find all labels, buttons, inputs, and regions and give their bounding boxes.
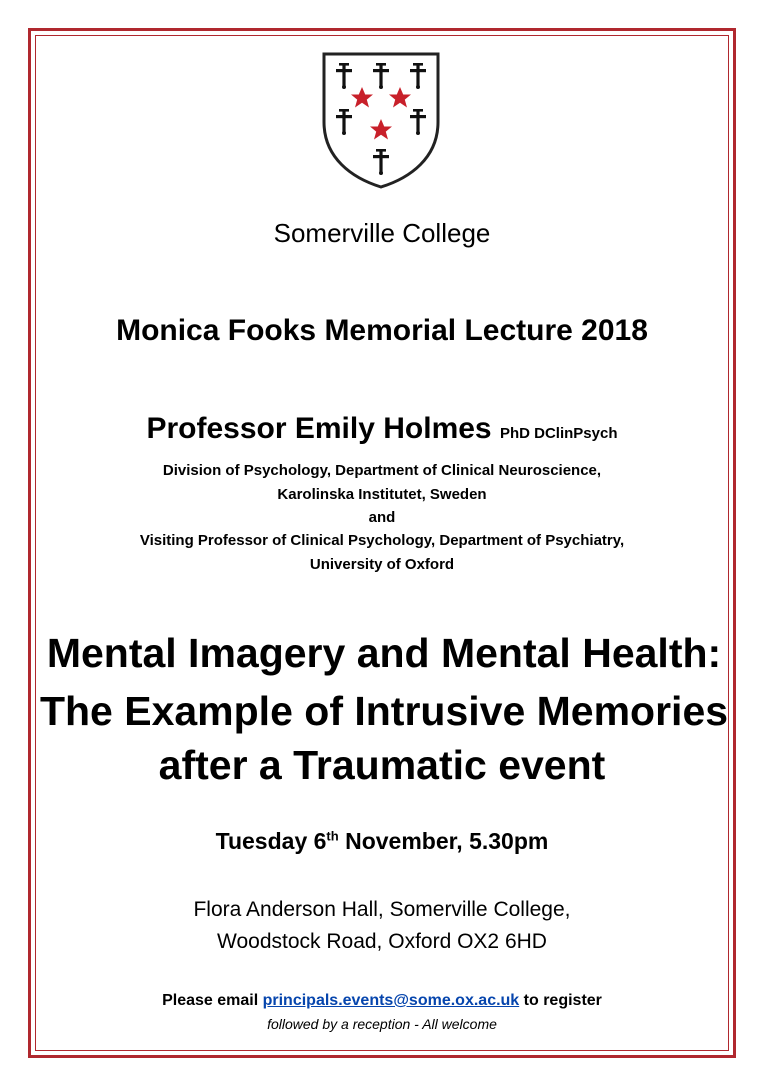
email-link[interactable]: principals.events@some.ox.ac.uk [262, 992, 520, 1009]
venue-line: Woodstock Road, Oxford OX2 6HD [217, 930, 547, 953]
affiliation-line: University of Oxford [309, 556, 455, 573]
affiliation-line: Karolinska Institutet, Sweden [277, 486, 487, 503]
registration-suffix: to register [519, 992, 602, 1009]
talk-title-line: The Example of Intrusive Memories [39, 688, 729, 734]
lecture-title: Monica Fooks Memorial Lecture 2018 [116, 314, 648, 347]
reception-note: followed by a reception - All welcome [267, 1016, 497, 1032]
registration-prefix: Please email [162, 992, 263, 1009]
talk-title-line: Mental Imagery and Mental Health: [46, 630, 722, 676]
date-suffix: th [326, 828, 339, 844]
shield-crest-icon [320, 50, 442, 190]
college-name: Somerville College [273, 218, 491, 248]
speaker-heading [35, 412, 729, 446]
date-rest: November, 5.30pm [338, 828, 549, 854]
event-date [35, 828, 729, 855]
registration-line [35, 992, 729, 1010]
affiliation-line: Visiting Professor of Clinical Psychology, Department of Psychiatry, [139, 532, 625, 549]
affiliation-line: and [368, 509, 396, 526]
venue-line: Flora Anderson Hall, Somerville College, [193, 898, 571, 921]
date-day: Tuesday 6 [215, 828, 327, 854]
talk-title-line: after a Traumatic event [158, 742, 606, 788]
speaker-name: Professor Emily Holmes [146, 412, 492, 445]
affiliation-line: Division of Psychology, Department of Clinical Neuroscience, [162, 462, 602, 479]
speaker-qualifications: PhD DClinPsych [499, 425, 618, 442]
